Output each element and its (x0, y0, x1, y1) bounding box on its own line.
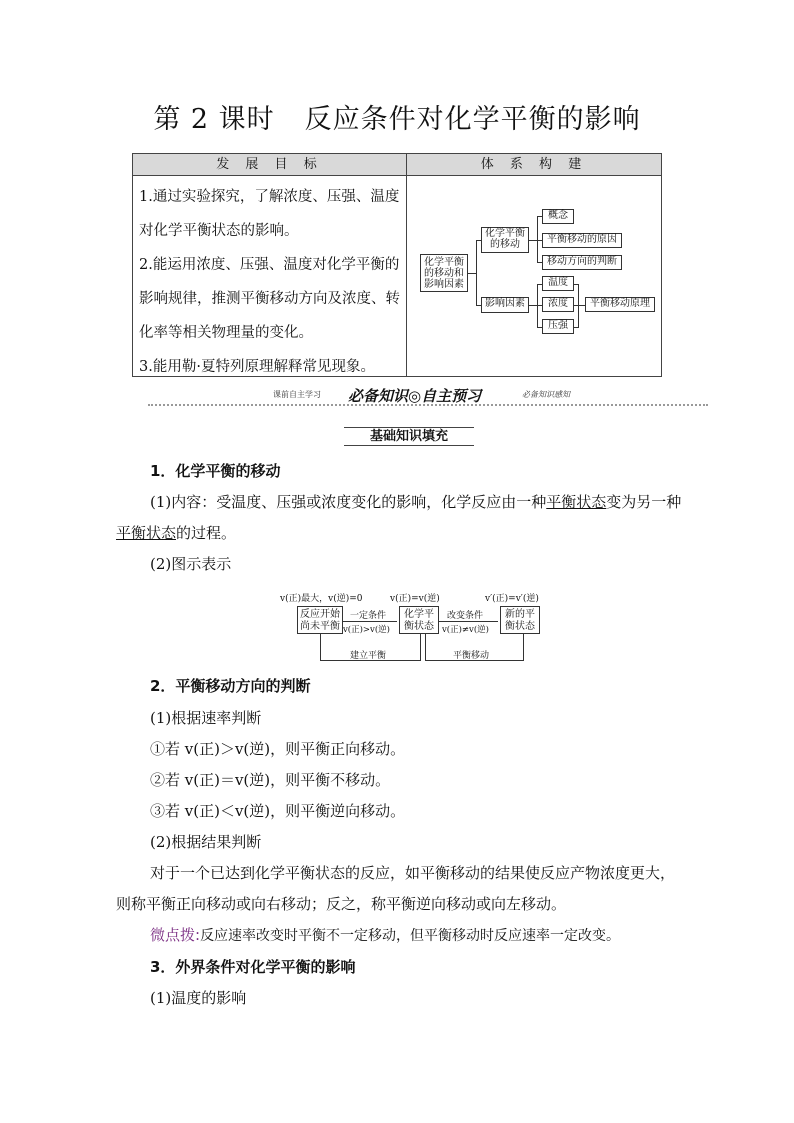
blank-answer: 平衡状态 (546, 493, 607, 511)
banner-right: 必备知识感知 (522, 390, 570, 399)
map-concept: 概念 (542, 209, 574, 224)
map-pressure: 压强 (542, 319, 574, 334)
flow-top-label: v′(正)=v′(逆) (485, 594, 539, 604)
blank-answer: 平衡状态 (116, 524, 177, 542)
lesson-topic: 反应条件对化学平衡的影响 (304, 104, 641, 135)
flow-top-label: v(正)=v(逆) (390, 594, 440, 604)
paragraph-rate: (1)根据速率判断 (150, 709, 262, 727)
map-temperature: 温度 (542, 276, 574, 291)
flow-loop-label: 平衡移动 (453, 651, 490, 661)
goal-item: 2.能运用浓度、压强、温度对化学平衡的影响规律，推测平衡移动方向及浓度、转化率等相关物理量的变化。 (139, 257, 400, 341)
map-branch-shift: 化学平衡的移动 (481, 227, 529, 253)
map-concentration: 浓度 (542, 297, 574, 312)
map-root: 化学平衡的移动和影响因素 (420, 254, 468, 292)
flow-loop-label: 建立平衡 (350, 651, 387, 661)
heading-conditions: 3．外界条件对化学平衡的影响 (150, 958, 356, 976)
equilibrium-flow-diagram: v(正)最大，v(逆)=0 v(正)=v(逆) v′(正)=v′(逆) 反应开始尚未平衡 化学平衡状态 新的平衡状态 一定条件 v(正)>v(逆) 改变条件 v(正)≠v(逆) 建立平衡 平衡移动 (280, 588, 550, 664)
tip-paragraph (116, 920, 682, 952)
map-direction: 移动方向的判断 (542, 255, 622, 270)
tip-label: 微点拨: (150, 926, 201, 944)
heading-direction: 2．平衡移动方向的判断 (150, 677, 311, 695)
flow-top-label: v(正)最大，v(逆)=0 (280, 594, 363, 604)
banner-center: 必备知识◎自主预习 (348, 387, 482, 405)
paragraph-explanation: 对于一个已达到化学平衡状态的反应，如平衡移动的结果使反应产物浓度更大，则称平衡正向移动或向右移动；反之，称平衡逆向移动或向左移动。 (116, 864, 676, 913)
goals-table (132, 153, 662, 377)
tip-text: 反应速率改变时平衡不一定移动，但平衡移动时反应速率一定改变。 (200, 928, 621, 944)
flow-box-equilibrium: 化学平衡状态 (399, 606, 439, 634)
paragraph-content: (1)内容：受温度、压强或浓度变化的影响，化学反应由一种平衡状态变为另一种平衡状态的过程。 (116, 493, 682, 542)
rule-item: ②若 v(正)＝v(逆)，则平衡不移动。 (150, 771, 391, 789)
goal-item: 1.通过实验探究，了解浓度、压强、温度对化学平衡状态的影响。 (139, 189, 400, 239)
paragraph-result: (2)根据结果判断 (150, 833, 262, 851)
map-principle: 平衡移动原理 (585, 297, 655, 312)
map-branch-factors: 影响因素 (481, 297, 529, 313)
header-goals: 发 展 目 标 (133, 154, 407, 176)
paragraph-temperature: (1)温度的影响 (150, 989, 247, 1007)
header-structure: 体 系 构 建 (407, 154, 661, 176)
heading-shift: 1．化学平衡的移动 (150, 462, 281, 480)
section-tag: 基础知识填充 (344, 427, 474, 446)
goals-list (139, 180, 401, 384)
banner-divider (148, 404, 708, 408)
paragraph-diagram-label: (2)图示表示 (150, 555, 232, 573)
rule-item: ③若 v(正)＜v(逆)，则平衡逆向移动。 (150, 802, 406, 820)
flow-box-new: 新的平衡状态 (500, 606, 540, 634)
lesson-number: 第 2 课时 (153, 104, 275, 135)
banner-left: 课前自主学习 (273, 390, 321, 399)
rule-item: ①若 v(正)＞v(逆)，则平衡正向移动。 (150, 740, 406, 758)
goal-item: 3.能用勒·夏特列原理解释常见现象。 (139, 359, 375, 375)
page-title (0, 97, 794, 136)
flow-box-start: 反应开始尚未平衡 (297, 606, 343, 634)
map-shift-cause: 平衡移动的原因 (542, 233, 622, 248)
